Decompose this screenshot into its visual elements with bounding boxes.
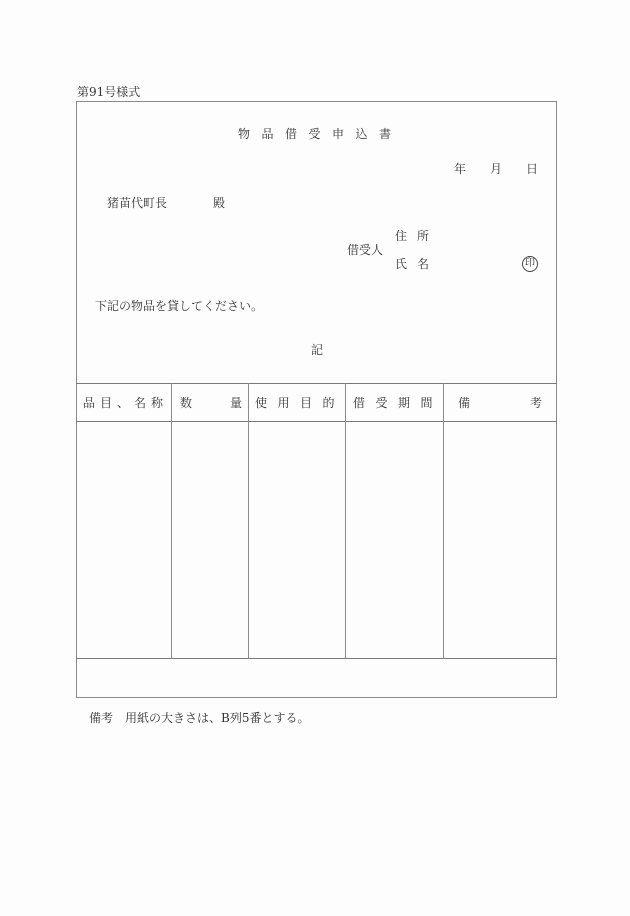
header-purpose: 使用目的 <box>255 396 346 410</box>
date-field[interactable] <box>454 162 538 176</box>
table-top-line <box>76 383 557 384</box>
cell-quantity[interactable] <box>172 422 248 658</box>
addressee: 猪苗代町長 <box>107 196 168 210</box>
request-text: 下記の物品を貸してください。 <box>95 299 264 313</box>
address-label: 住所 <box>395 229 440 243</box>
form-title: 物品借受申込書 <box>238 127 403 141</box>
footer-row-cell[interactable] <box>77 659 556 697</box>
name-label: 氏名 <box>395 257 440 271</box>
form-number: 第91号様式 <box>77 85 141 99</box>
header-remarks-2: 考 <box>530 396 543 410</box>
seal-icon: 印 <box>522 256 538 272</box>
footnote-label: 備考 <box>89 711 114 725</box>
header-quantity-2: 量 <box>230 396 243 410</box>
year-label: 年 <box>454 162 467 176</box>
borrower-label: 借受人 <box>347 243 384 257</box>
header-item-name: 品目、名称 <box>83 396 169 410</box>
cell-period[interactable] <box>346 422 443 658</box>
cell-item-name[interactable] <box>77 422 171 658</box>
header-period: 借受期間 <box>353 396 444 410</box>
cell-purpose[interactable] <box>249 422 345 658</box>
header-remarks-1: 備 <box>458 396 471 410</box>
day-label: 日 <box>526 162 539 176</box>
ki-heading: 記 <box>311 343 324 357</box>
honorific: 殿 <box>213 196 226 210</box>
header-quantity-1: 数 <box>180 396 193 410</box>
footnote <box>89 711 309 725</box>
footnote-text: 用紙の大きさは、B列5番とする。 <box>125 711 310 725</box>
cell-remarks[interactable] <box>444 422 556 658</box>
month-label: 月 <box>490 162 503 176</box>
